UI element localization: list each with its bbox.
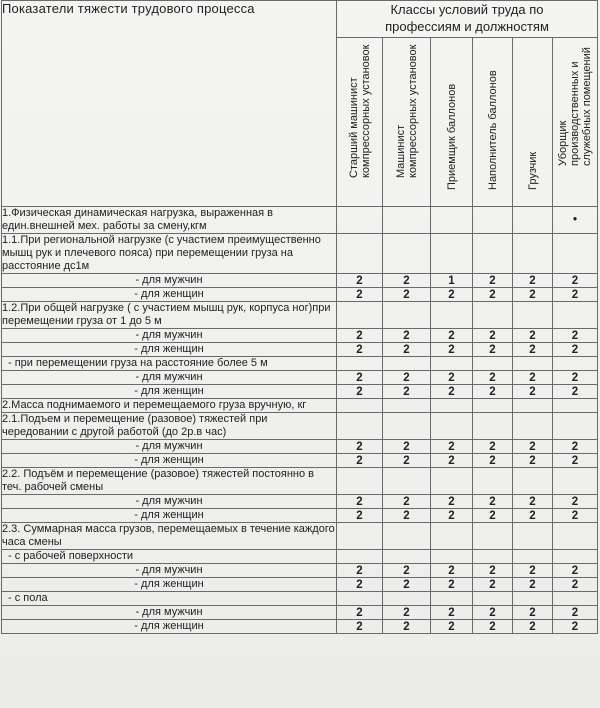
class-value-cell: [553, 413, 598, 440]
row-label: 1.1.При региональной нагрузке (с участием преимущественно мышц рук и плечевого пояса) при перемещении груза на расстояние дс1м: [2, 234, 337, 274]
table-row: [2, 523, 598, 550]
class-value-cell: 2: [473, 606, 513, 620]
row-label: 2.Масса поднимаемого и перемещаемого груза вручную, кг: [2, 399, 337, 413]
row-label: - для женщин: [2, 509, 337, 523]
row-label: 2.2. Подъём и перемещение (разовое) тяжестей постоянно в теч. рабочей смены: [2, 468, 337, 495]
class-value-cell: 2: [431, 454, 473, 468]
class-value-cell: 2: [553, 495, 598, 509]
table-row: [2, 357, 598, 371]
class-value-cell: 2: [553, 578, 598, 592]
header-profession-line: Уборщик: [557, 120, 569, 166]
class-value-cell: [473, 399, 513, 413]
header-classes-line2: профессиям и должностям: [385, 19, 549, 34]
class-value-cell: [553, 523, 598, 550]
class-value-cell: [513, 399, 553, 413]
class-value-cell: 2: [431, 606, 473, 620]
class-value-cell: 2: [513, 620, 553, 634]
class-value-cell: 2: [513, 288, 553, 302]
class-value-cell: [431, 592, 473, 606]
class-value-cell: 2: [513, 564, 553, 578]
class-value-cell: [337, 302, 383, 329]
class-value-cell: [553, 592, 598, 606]
class-value-cell: 2: [513, 329, 553, 343]
header-profession-2: [431, 38, 473, 207]
class-value-cell: 2: [337, 509, 383, 523]
row-label: - при перемещении груза на расстояние более 5 м: [2, 357, 337, 371]
class-value-cell: 2: [383, 564, 431, 578]
class-value-cell: •: [553, 207, 598, 234]
class-value-cell: 2: [431, 329, 473, 343]
class-value-cell: 2: [513, 606, 553, 620]
class-value-cell: 2: [337, 564, 383, 578]
row-label: - с рабочей поверхности: [2, 550, 337, 564]
row-label: - для женщин: [2, 620, 337, 634]
header-profession-line: служебных помещений: [581, 47, 593, 166]
row-label: 2.1.Подъем и перемещение (разовое) тяжестей при чередовании с другой работой (до 2р.в час): [2, 413, 337, 440]
class-value-cell: [553, 234, 598, 274]
header-profession-1: [383, 38, 431, 207]
class-value-cell: 2: [383, 385, 431, 399]
class-value-cell: [337, 523, 383, 550]
class-value-cell: [383, 468, 431, 495]
class-value-cell: 2: [513, 578, 553, 592]
class-value-cell: 2: [553, 606, 598, 620]
class-value-cell: [473, 302, 513, 329]
table-row: [2, 454, 598, 468]
class-value-cell: [473, 207, 513, 234]
class-value-cell: [383, 234, 431, 274]
class-value-cell: 2: [337, 343, 383, 357]
table-row: [2, 343, 598, 357]
table-row: [2, 620, 598, 634]
class-value-cell: 2: [513, 385, 553, 399]
class-value-cell: 2: [383, 329, 431, 343]
header-profession-line: компрессорных установок: [406, 44, 419, 178]
class-value-cell: [473, 468, 513, 495]
class-value-cell: 2: [337, 620, 383, 634]
header-profession-line: Машинист: [394, 124, 407, 178]
class-value-cell: [513, 234, 553, 274]
table-row: [2, 468, 598, 495]
table-row: [2, 495, 598, 509]
class-value-cell: [431, 357, 473, 371]
row-label: - для мужчин: [2, 564, 337, 578]
class-value-cell: 2: [383, 288, 431, 302]
class-value-cell: 2: [513, 440, 553, 454]
class-value-cell: 2: [431, 564, 473, 578]
row-label: - для мужчин: [2, 329, 337, 343]
table-row: [2, 592, 598, 606]
class-value-cell: 2: [337, 385, 383, 399]
row-label: - для женщин: [2, 454, 337, 468]
class-value-cell: 2: [513, 454, 553, 468]
header-profession-4: [513, 38, 553, 207]
header-indicators: [2, 1, 337, 207]
row-label: 1.Физическая динамическая нагрузка, выраженная в един.внешней мех. работы за смену,кгм: [2, 207, 337, 234]
class-value-cell: 2: [431, 440, 473, 454]
class-value-cell: 2: [553, 509, 598, 523]
class-value-cell: [337, 357, 383, 371]
class-value-cell: [383, 413, 431, 440]
header-indicators-label: Показатели тяжести трудового процесса: [2, 1, 255, 16]
class-value-cell: 2: [473, 440, 513, 454]
class-value-cell: 2: [473, 274, 513, 288]
header-profession-label: [527, 152, 539, 190]
class-value-cell: 2: [383, 509, 431, 523]
class-value-cell: 2: [553, 371, 598, 385]
class-value-cell: 2: [383, 454, 431, 468]
row-label: - для женщин: [2, 385, 337, 399]
class-value-cell: [473, 357, 513, 371]
class-value-cell: [337, 234, 383, 274]
class-value-cell: 2: [473, 329, 513, 343]
class-value-cell: 2: [473, 620, 513, 634]
class-value-cell: [513, 523, 553, 550]
class-value-cell: [513, 468, 553, 495]
header-classes-line1: Классы условий труда по: [390, 2, 544, 17]
class-value-cell: 2: [513, 495, 553, 509]
class-value-cell: [431, 468, 473, 495]
class-value-cell: 1: [431, 274, 473, 288]
class-value-cell: 2: [553, 454, 598, 468]
class-value-cell: [553, 468, 598, 495]
class-value-cell: 2: [431, 578, 473, 592]
class-value-cell: [383, 592, 431, 606]
class-value-cell: [383, 302, 431, 329]
class-value-cell: 2: [473, 564, 513, 578]
table-row: [2, 413, 598, 440]
class-value-cell: 2: [553, 440, 598, 454]
header-profession-label: [446, 84, 458, 190]
class-value-cell: [473, 523, 513, 550]
class-value-cell: 2: [473, 578, 513, 592]
class-value-cell: [513, 550, 553, 564]
class-value-cell: 2: [431, 371, 473, 385]
row-label: 2.3. Суммарная масса грузов, перемещаемых в течение каждого часа смены: [2, 523, 335, 548]
class-value-cell: [337, 550, 383, 564]
class-value-cell: 2: [513, 509, 553, 523]
row-label: - с пола: [2, 592, 337, 606]
class-value-cell: 2: [383, 606, 431, 620]
class-value-cell: 2: [337, 371, 383, 385]
header-profession-line: Приемщик баллонов: [445, 83, 458, 190]
class-value-cell: 2: [553, 343, 598, 357]
class-value-cell: 2: [513, 371, 553, 385]
class-value-cell: 2: [553, 274, 598, 288]
class-value-cell: 2: [431, 620, 473, 634]
class-value-cell: [513, 413, 553, 440]
class-value-cell: 2: [383, 578, 431, 592]
class-value-cell: 2: [553, 385, 598, 399]
class-value-cell: 2: [383, 620, 431, 634]
table-row: [2, 606, 598, 620]
row-label: - для мужчин: [2, 440, 337, 454]
class-value-cell: [337, 592, 383, 606]
class-value-cell: 2: [337, 454, 383, 468]
class-value-cell: 2: [473, 371, 513, 385]
header-profession-line: компрессорных установок: [359, 44, 372, 178]
row-label: - для женщин: [2, 578, 337, 592]
header-profession-5: [553, 38, 598, 207]
class-value-cell: [513, 302, 553, 329]
row-label: - для женщин: [2, 288, 337, 302]
class-value-cell: [513, 592, 553, 606]
class-value-cell: [383, 550, 431, 564]
class-value-cell: 2: [383, 274, 431, 288]
table-row: [2, 288, 598, 302]
class-value-cell: 2: [431, 288, 473, 302]
header-profession-label: [557, 47, 593, 166]
class-value-cell: 2: [337, 578, 383, 592]
class-value-cell: 2: [383, 371, 431, 385]
class-value-cell: 2: [431, 495, 473, 509]
class-value-cell: [337, 399, 383, 413]
header-profession-label: [395, 45, 419, 178]
class-value-cell: 2: [473, 385, 513, 399]
table-row: [2, 440, 598, 454]
class-value-cell: [383, 399, 431, 413]
table-row: [2, 399, 598, 413]
class-value-cell: 2: [513, 274, 553, 288]
class-value-cell: 2: [383, 440, 431, 454]
table-row: [2, 578, 598, 592]
class-value-cell: 2: [337, 495, 383, 509]
class-value-cell: 2: [431, 509, 473, 523]
class-value-cell: 2: [553, 620, 598, 634]
row-label: - для женщин: [2, 343, 337, 357]
row-label: - для мужчин: [2, 606, 337, 620]
class-value-cell: [553, 302, 598, 329]
table-row: [2, 329, 598, 343]
class-value-cell: 2: [473, 343, 513, 357]
class-value-cell: 2: [553, 564, 598, 578]
header-profession-label: [348, 45, 372, 178]
class-value-cell: 2: [431, 343, 473, 357]
class-value-cell: 2: [383, 495, 431, 509]
class-value-cell: [383, 523, 431, 550]
class-value-cell: 2: [473, 495, 513, 509]
row-label: - для мужчин: [2, 274, 337, 288]
class-value-cell: 2: [473, 454, 513, 468]
class-value-cell: [513, 357, 553, 371]
class-value-cell: 2: [553, 329, 598, 343]
header-profession-0: [337, 38, 383, 207]
class-value-cell: [431, 550, 473, 564]
class-value-cell: 2: [513, 343, 553, 357]
class-value-cell: 2: [337, 288, 383, 302]
working-conditions-table: [1, 0, 598, 634]
table-row: [2, 274, 598, 288]
class-value-cell: [383, 357, 431, 371]
header-profession-label: [487, 70, 499, 190]
table-row: [2, 302, 598, 329]
row-label: - для мужчин: [2, 495, 337, 509]
row-label: 1.2.При общей нагрузке ( с участием мышц рук, корпуса ног)при перемещении груза от 1 до 5 м: [2, 302, 337, 329]
class-value-cell: 2: [337, 440, 383, 454]
class-value-cell: [553, 357, 598, 371]
header-profession-line: Грузчик: [526, 151, 539, 190]
class-value-cell: 2: [553, 288, 598, 302]
class-value-cell: 2: [431, 385, 473, 399]
table-row: [2, 385, 598, 399]
table-row: [2, 234, 598, 274]
table-row: [2, 550, 598, 564]
class-value-cell: 2: [337, 274, 383, 288]
class-value-cell: [473, 413, 513, 440]
table-row: [2, 371, 598, 385]
class-value-cell: [473, 592, 513, 606]
class-value-cell: [431, 413, 473, 440]
class-value-cell: 2: [337, 329, 383, 343]
table-row: [2, 564, 598, 578]
header-profession-3: [473, 38, 513, 207]
class-value-cell: 2: [473, 509, 513, 523]
class-value-cell: [553, 399, 598, 413]
class-value-cell: [431, 302, 473, 329]
class-value-cell: [337, 468, 383, 495]
header-classes: [337, 1, 598, 38]
class-value-cell: [383, 207, 431, 234]
class-value-cell: [431, 399, 473, 413]
class-value-cell: 2: [383, 343, 431, 357]
header-profession-line: производственных и: [569, 61, 581, 166]
class-value-cell: 2: [473, 288, 513, 302]
table-row: [2, 207, 598, 234]
class-value-cell: [337, 413, 383, 440]
class-value-cell: [553, 550, 598, 564]
header-profession-line: Наполнитель баллонов: [486, 70, 499, 190]
row-label: - для мужчин: [2, 371, 337, 385]
class-value-cell: [513, 207, 553, 234]
class-value-cell: [473, 550, 513, 564]
class-value-cell: 2: [337, 606, 383, 620]
class-value-cell: [431, 207, 473, 234]
class-value-cell: [473, 234, 513, 274]
class-value-cell: [431, 523, 473, 550]
table-row: [2, 509, 598, 523]
header-profession-line: Старший машинист: [347, 77, 360, 178]
class-value-cell: [431, 234, 473, 274]
class-value-cell: [337, 207, 383, 234]
